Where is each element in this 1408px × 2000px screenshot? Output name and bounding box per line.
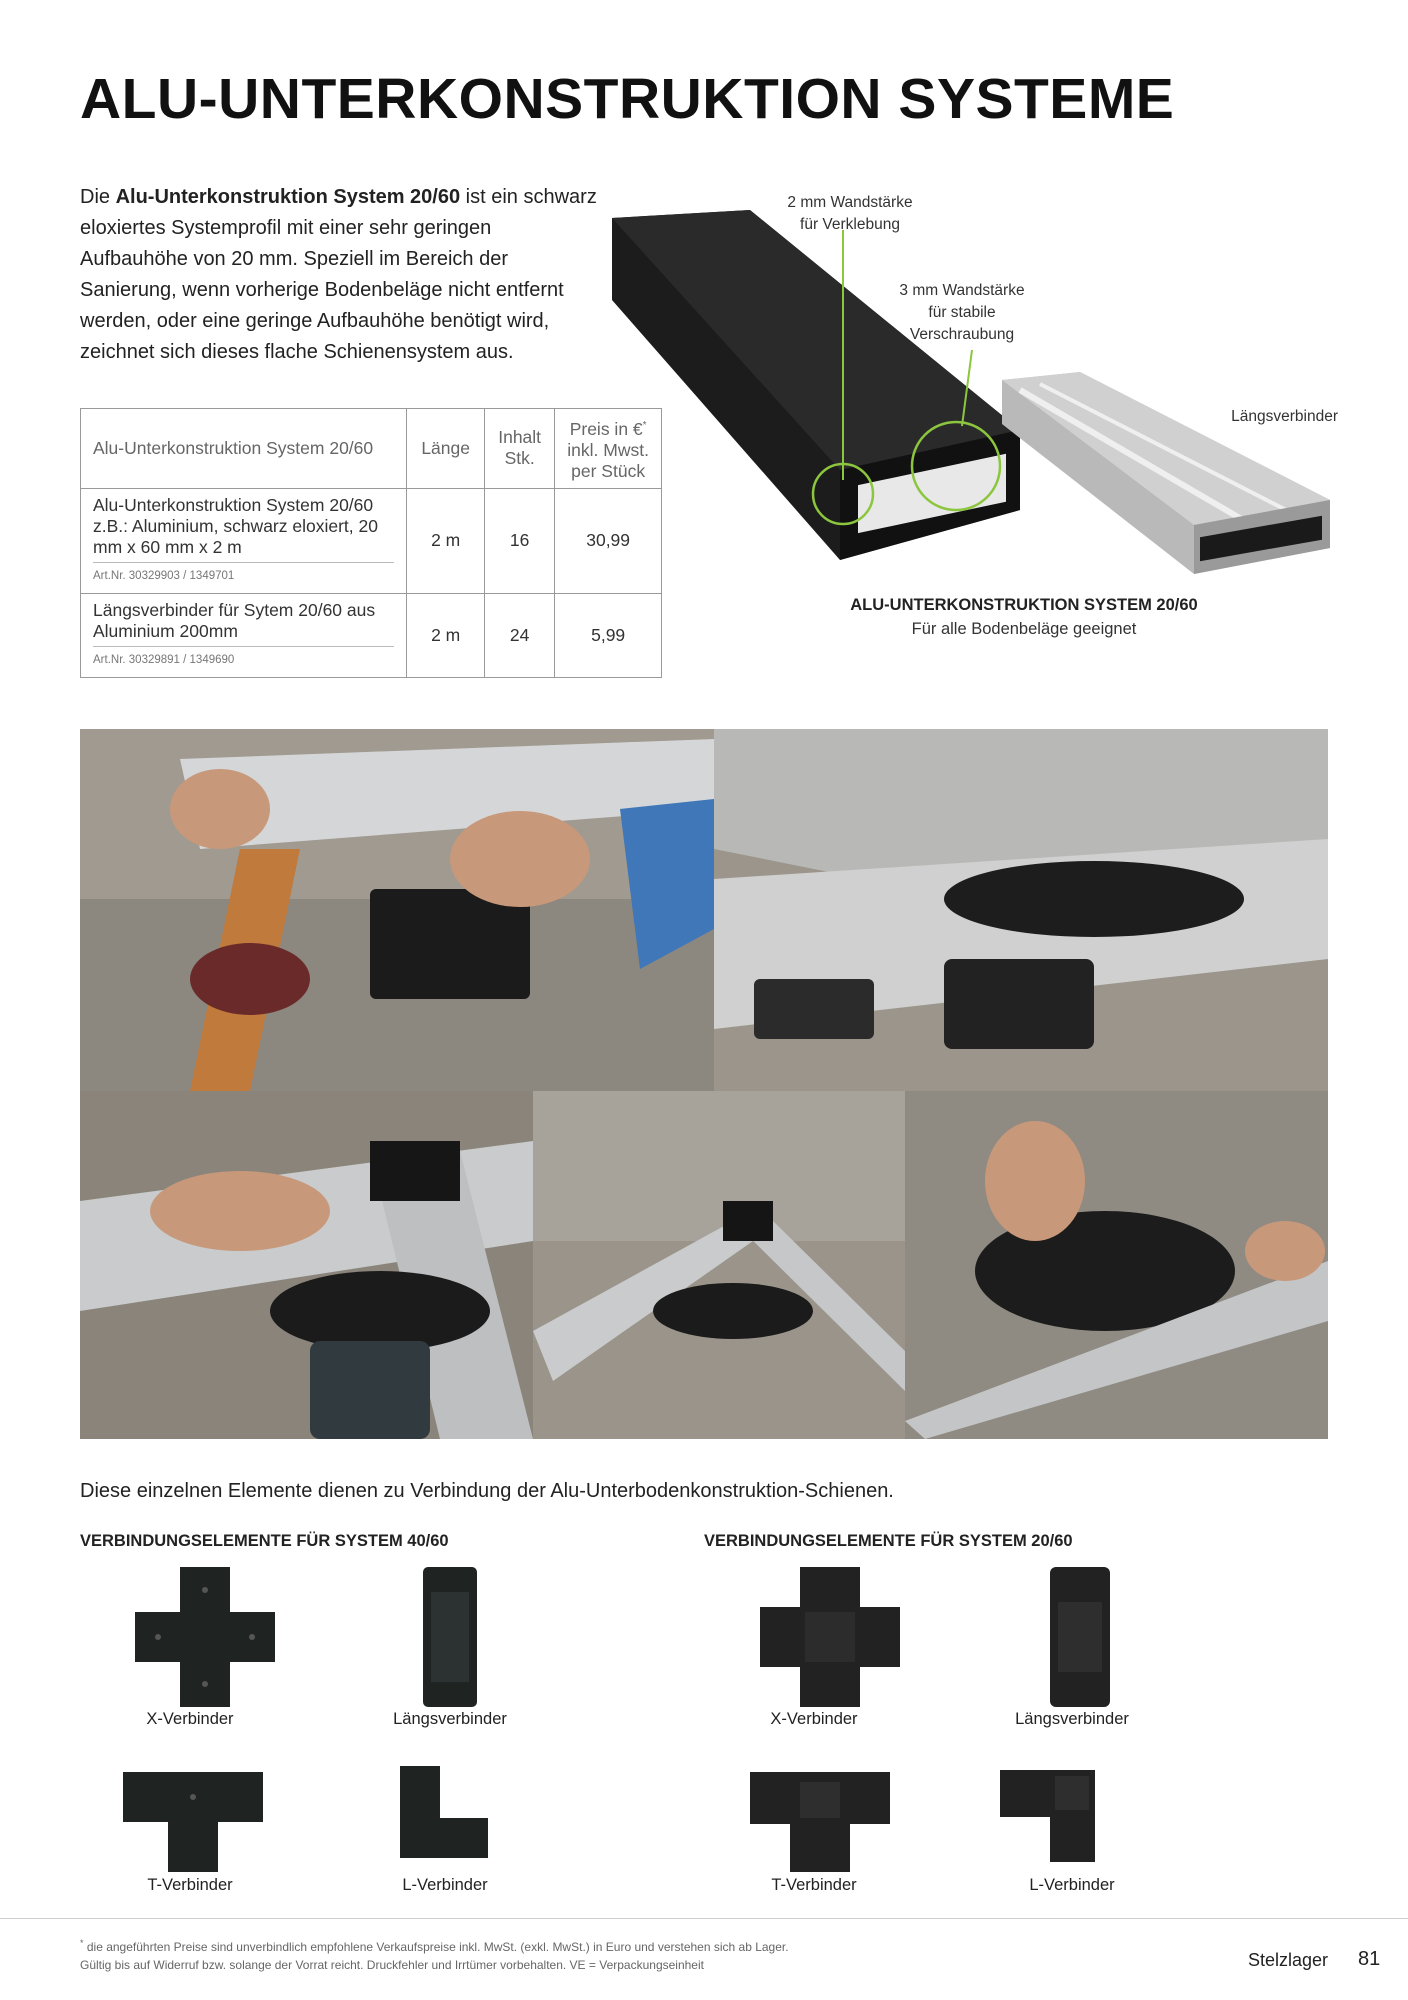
table-row	[81, 488, 662, 593]
callout-mid-line1: 3 mm Wandstärke	[899, 282, 1025, 299]
header-price-line1: Preis in €	[569, 418, 643, 439]
footnote-sup: *	[80, 1938, 84, 1948]
page-number: 81	[1358, 1948, 1381, 1970]
longitudinal-connector-4060-icon	[405, 1562, 495, 1712]
callout-mid-line3: Verschraubung	[909, 326, 1015, 343]
table-row	[81, 593, 662, 677]
row-name: Alu-Unterkonstruktion System 20/60 z.B.: Aluminium, schwarz eloxiert, 20 mm x 60 mm x 2 m	[93, 494, 378, 557]
intro-text	[80, 182, 600, 368]
header-price-line3: per Stück	[571, 460, 646, 481]
photo-pedestal-tile	[714, 729, 1328, 1091]
footnote-line2: Gültig bis auf Widerruf bzw. solange der Vorrat reicht. Druckfehler und Irrtümer vorbehalten. VE = Verpackungseinheit	[80, 1958, 704, 1972]
longitudinal-connector-2060-icon	[1040, 1562, 1120, 1712]
page-title: ALU-UNTERKONSTRUKTION SYSTEME	[80, 67, 1175, 131]
group-title-2060: VERBINDUNGSELEMENTE FÜR SYSTEM 20/60	[704, 1532, 1073, 1550]
callout-mid-line2: für stabile	[928, 304, 996, 321]
section-name: Stelzlager	[1248, 1950, 1329, 1970]
header-content: Inhalt Stk.	[485, 409, 555, 489]
label-longitudinal-connector-2060: Längsverbinder	[1015, 1710, 1129, 1728]
intro-before: Die	[80, 186, 116, 208]
row-price: 30,99	[555, 488, 662, 593]
header-product: Alu-Unterkonstruktion System 20/60	[81, 409, 407, 489]
label-l-connector-4060: L-Verbinder	[402, 1876, 488, 1894]
callout-mid	[882, 280, 1042, 346]
photo-drill	[80, 1091, 533, 1439]
row-name: Längsverbinder für Sytem 20/60 aus Aluminium 200mm	[93, 599, 376, 641]
x-connector-4060-icon	[130, 1562, 280, 1712]
callout-top-line2: für Verklebung	[800, 216, 900, 233]
row-price: 5,99	[555, 593, 662, 677]
header-length: Länge	[407, 409, 485, 489]
footnote-line1	[80, 1934, 980, 1956]
l-connector-2060-icon	[995, 1762, 1105, 1872]
intro-bold: Alu-Unterkonstruktion System 20/60	[115, 186, 461, 208]
t-connector-2060-icon	[745, 1762, 895, 1882]
photo-pedestal-hands	[905, 1091, 1328, 1439]
row-content: 24	[485, 593, 555, 677]
row-length: 2 m	[407, 488, 485, 593]
connector-label: Längsverbinder	[1231, 408, 1338, 425]
photo-fence-corner	[533, 1091, 905, 1439]
row-content: 16	[485, 488, 555, 593]
label-t-connector-4060: T-Verbinder	[147, 1876, 233, 1894]
row-length: 2 m	[407, 593, 485, 677]
row-artno: Art.Nr. 30329903 / 1349701	[93, 562, 394, 587]
row-artno: Art.Nr. 30329891 / 1349690	[93, 646, 394, 671]
callout-top	[770, 192, 930, 236]
label-x-connector-2060: X-Verbinder	[770, 1710, 858, 1728]
footnote-text1: die angeführten Preise sind unverbindlich empfohlene Verkaufspreise inkl. MwSt. (exkl. MwSt.) in Euro und verstehen sich ab Lager.	[86, 1940, 789, 1954]
illustration-caption-title: ALU-UNTERKONSTRUKTION SYSTEM 20/60	[850, 596, 1198, 614]
label-l-connector-2060: L-Verbinder	[1029, 1876, 1115, 1894]
intro-after: ist ein schwarz eloxiertes Systemprofil mit einer sehr geringen Aufbauhöhe von 20 mm. Speziell im Bereich der Sanierung, wenn vorherige Bodenbeläge nicht entfernt werden, oder eine geringe Aufbauhöhe benötigt wird, zeichnet sich dieses flache Schienensystem aus.	[80, 186, 597, 363]
label-t-connector-2060: T-Verbinder	[771, 1876, 857, 1894]
label-x-connector-4060: X-Verbinder	[146, 1710, 234, 1728]
l-connector-4060-icon	[388, 1758, 498, 1868]
callout-top-line1: 2 mm Wandstärke	[787, 194, 913, 211]
label-longitudinal-connector-4060: Längsverbinder	[393, 1710, 507, 1728]
group-title-4060: VERBINDUNGSELEMENTE FÜR SYSTEM 40/60	[80, 1532, 449, 1550]
row-name-cell	[81, 593, 407, 677]
product-table	[80, 408, 662, 678]
row-name-cell	[81, 488, 407, 593]
footer-divider	[0, 1918, 1408, 1919]
footnote	[80, 1934, 980, 1974]
x-connector-2060-icon	[755, 1562, 905, 1712]
connectors-intro: Diese einzelnen Elemente dienen zu Verbindung der Alu-Unterbodenkonstruktion-Schienen.	[80, 1480, 894, 1502]
profile-illustration	[600, 190, 1340, 590]
t-connector-4060-icon	[118, 1762, 268, 1882]
illustration-caption-sub: Für alle Bodenbeläge geeignet	[911, 620, 1137, 638]
photo-hammer	[80, 729, 714, 1091]
header-price-line2: inkl. Mwst.	[567, 439, 649, 460]
table-header-row	[81, 409, 662, 489]
header-price-sup: *	[642, 420, 647, 431]
